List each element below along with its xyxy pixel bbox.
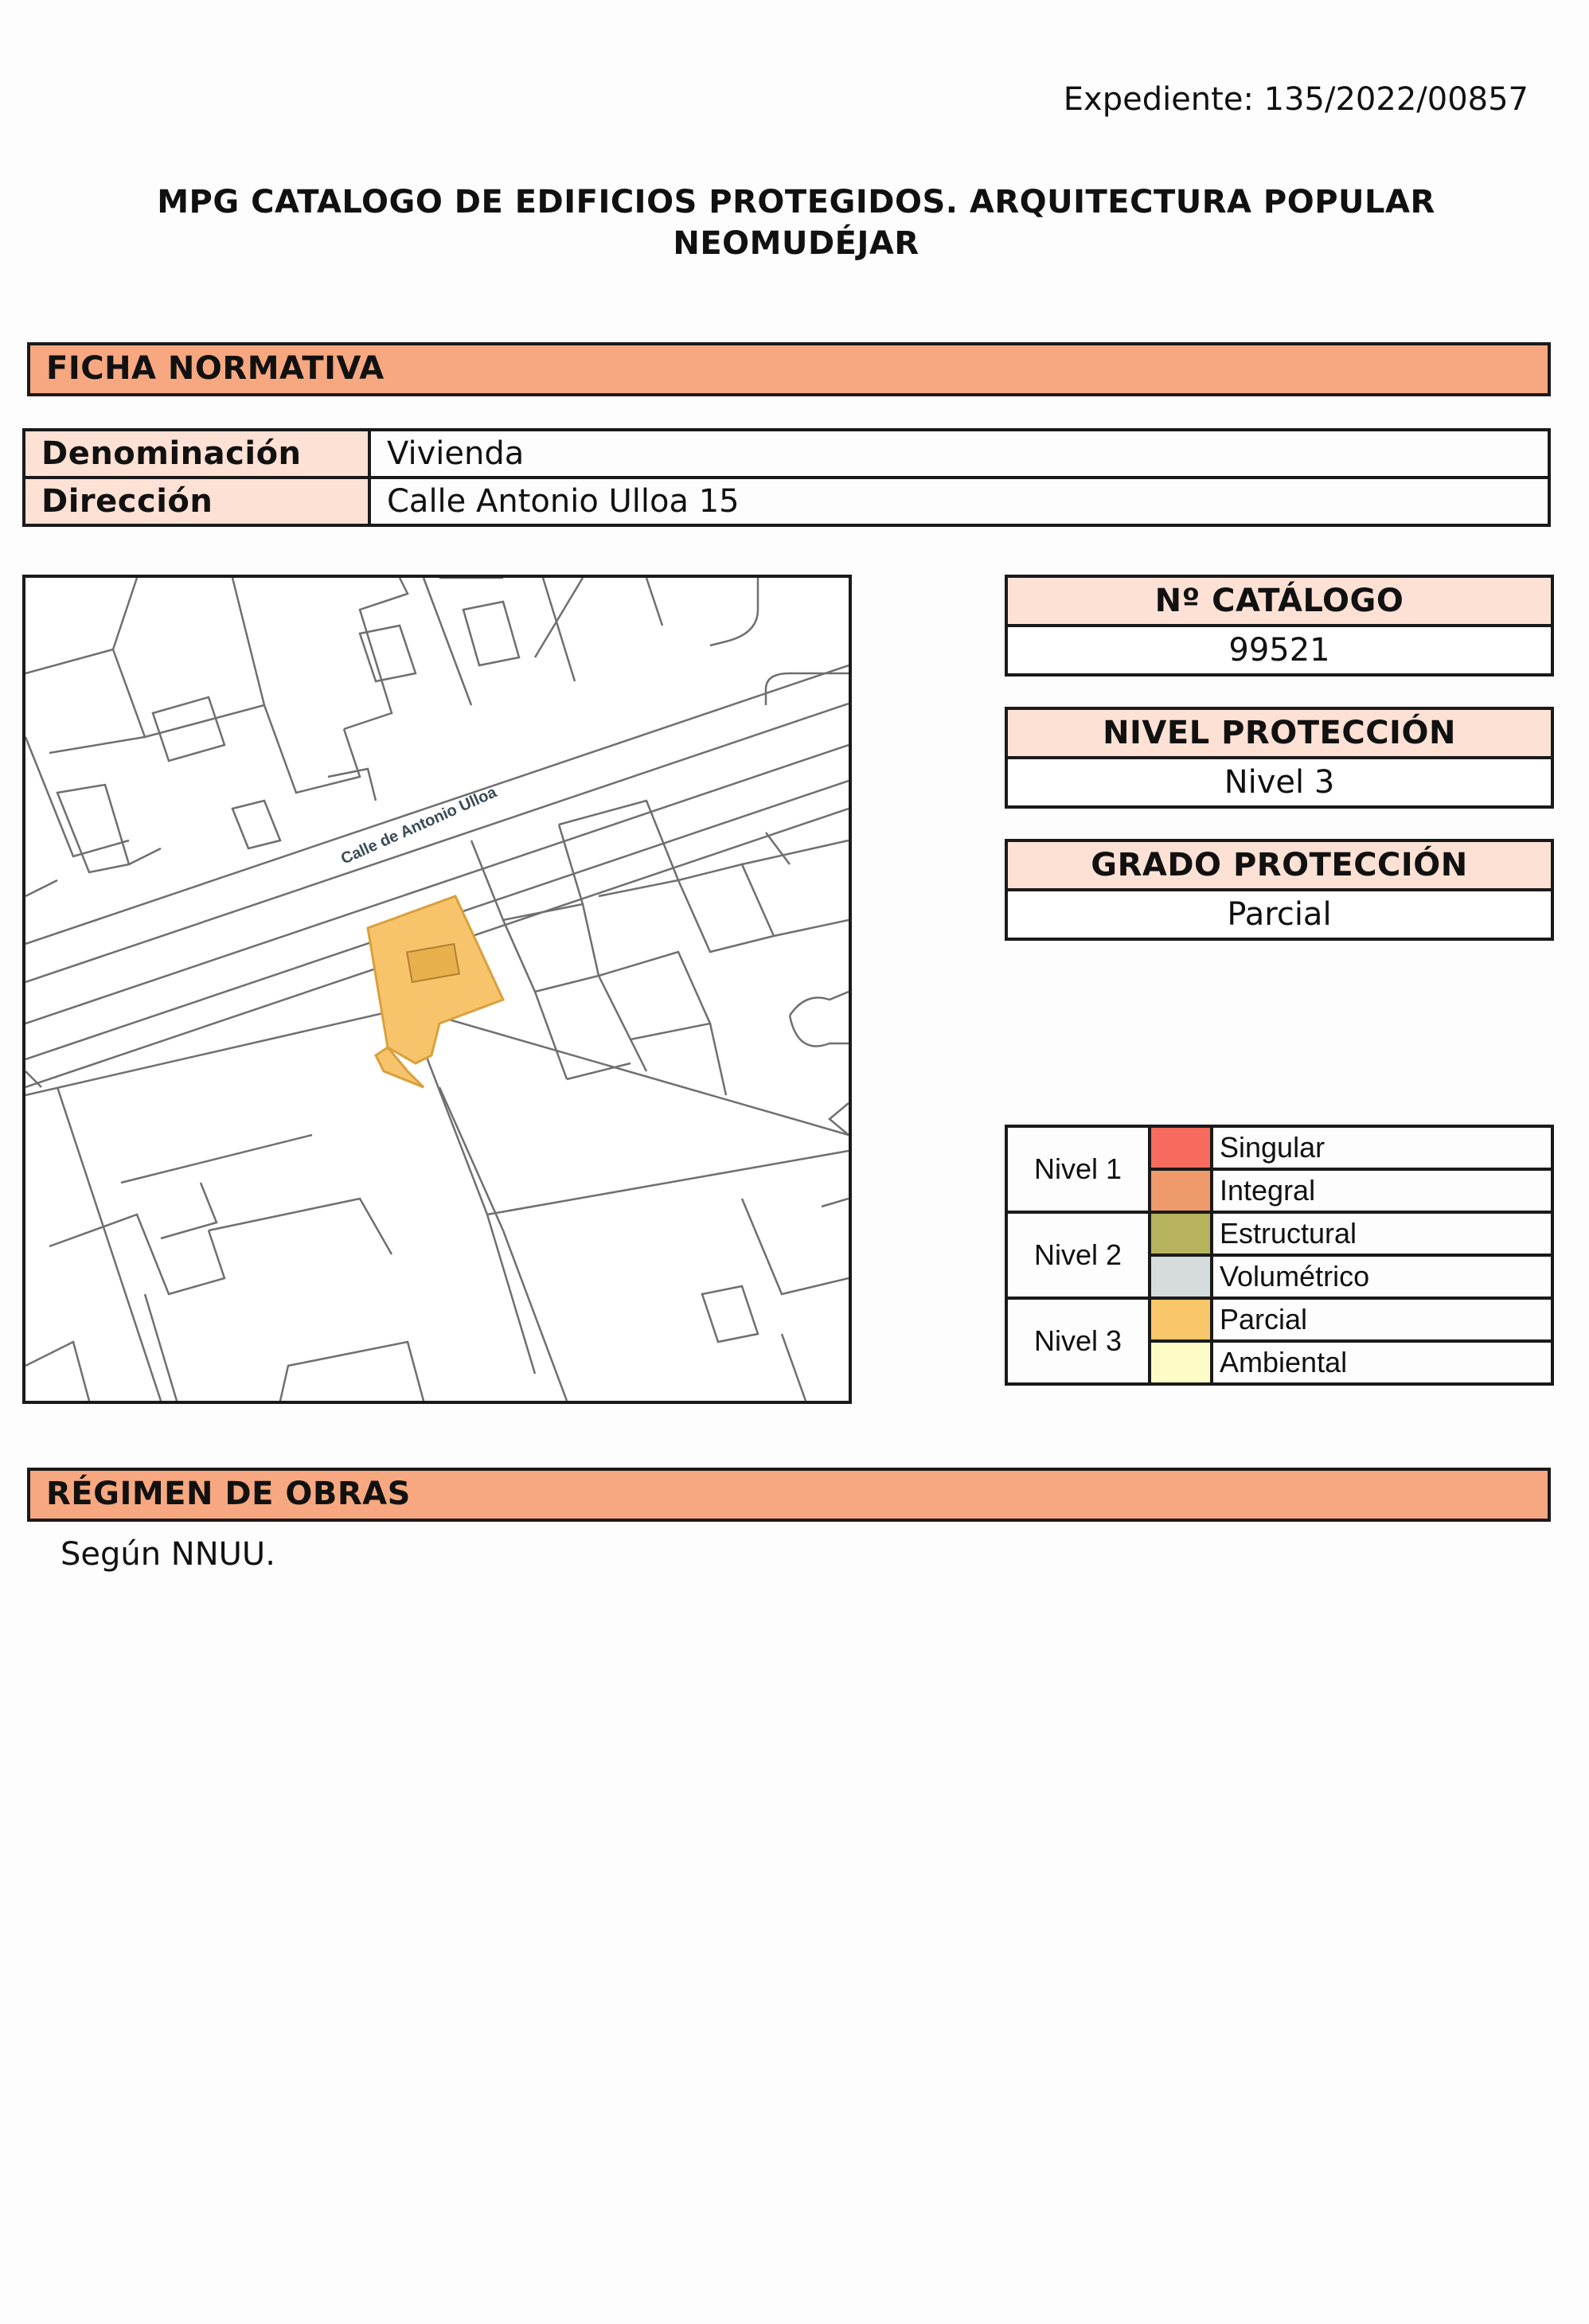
table-row xyxy=(24,478,1549,525)
legend-item-label: Singular xyxy=(1212,1126,1552,1169)
nivel-proteccion-box xyxy=(1005,707,1554,809)
legend-item-label: Estructural xyxy=(1212,1212,1552,1255)
ficha-normativa-label: FICHA NORMATIVA xyxy=(46,350,385,387)
title-line-2: NEOMUDÉJAR xyxy=(673,225,919,262)
location-map xyxy=(22,575,852,1404)
highlighted-parcel xyxy=(368,896,503,1087)
legend-item-label: Integral xyxy=(1212,1169,1552,1212)
legend-swatch-integral xyxy=(1150,1169,1212,1212)
legend-swatch-volumetrico xyxy=(1150,1255,1212,1298)
legend-item-label: Parcial xyxy=(1212,1298,1552,1341)
page-title xyxy=(80,181,1513,264)
nivel-proteccion-value: Nivel 3 xyxy=(1005,759,1554,809)
legend-row xyxy=(1006,1212,1552,1255)
table-row xyxy=(24,430,1549,478)
legend-item-label: Volumétrico xyxy=(1212,1255,1552,1298)
legend-swatch-ambiental xyxy=(1150,1341,1212,1384)
legend-row xyxy=(1006,1298,1552,1341)
info-table xyxy=(22,428,1551,527)
direccion-label: Dirección xyxy=(24,478,369,525)
legend-swatch-estructural xyxy=(1150,1212,1212,1255)
grado-proteccion-label: GRADO PROTECCIÓN xyxy=(1005,839,1554,891)
denominacion-label: Denominación xyxy=(24,430,369,478)
regimen-obras-header xyxy=(27,1468,1551,1522)
direccion-value: Calle Antonio Ulloa 15 xyxy=(369,478,1549,525)
nivel-proteccion-label: NIVEL PROTECCIÓN xyxy=(1005,707,1554,759)
street-label: Calle de Antonio Ulloa xyxy=(338,783,500,868)
legend-level-label: Nivel 1 xyxy=(1006,1126,1150,1212)
legend-level-label: Nivel 2 xyxy=(1006,1212,1150,1298)
legend-swatch-singular xyxy=(1150,1126,1212,1169)
regimen-obras-text: Según NNUU. xyxy=(61,1536,275,1573)
expediente-number: Expediente: 135/2022/00857 xyxy=(1063,81,1528,118)
legend-item-label: Ambiental xyxy=(1212,1341,1552,1384)
ficha-normativa-header xyxy=(27,342,1551,396)
regimen-obras-label: RÉGIMEN DE OBRAS xyxy=(46,1476,411,1512)
protection-legend xyxy=(1005,1125,1554,1386)
legend-row xyxy=(1006,1126,1552,1169)
grado-proteccion-box xyxy=(1005,839,1554,941)
denominacion-value: Vivienda xyxy=(369,430,1549,478)
legend-swatch-parcial xyxy=(1150,1298,1212,1341)
catalogo-label: Nº CATÁLOGO xyxy=(1005,575,1554,627)
catalogo-box xyxy=(1005,575,1554,677)
legend-level-label: Nivel 3 xyxy=(1006,1298,1150,1384)
grado-proteccion-value: Parcial xyxy=(1005,891,1554,941)
map-drawing xyxy=(25,578,849,1401)
title-line-1: MPG CATALOGO DE EDIFICIOS PROTEGIDOS. ARQUITECTURA POPULAR xyxy=(157,184,1435,220)
catalogo-value: 99521 xyxy=(1005,627,1554,677)
